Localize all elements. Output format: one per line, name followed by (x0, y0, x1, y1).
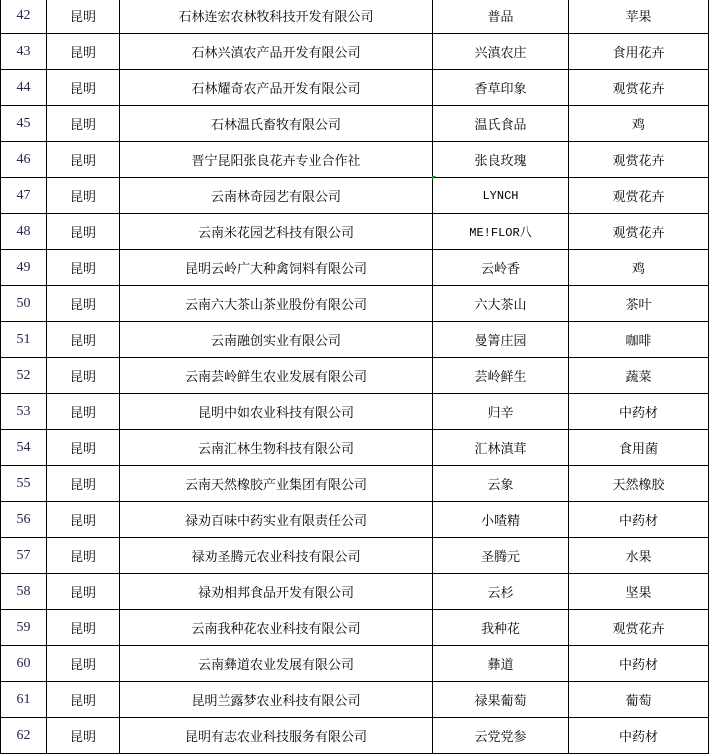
table-row (1, 538, 709, 574)
table-row (1, 142, 709, 178)
company-cell: 石林连宏农林牧科技开发有限公司 (120, 0, 433, 34)
table-row (1, 70, 709, 106)
row-number: 54 (1, 430, 47, 466)
product-cell: 观赏花卉 (569, 178, 709, 214)
brand-cell: 彝道 (433, 646, 569, 682)
city-cell: 昆明 (47, 610, 120, 646)
product-cell: 中药材 (569, 394, 709, 430)
city-cell: 昆明 (47, 466, 120, 502)
product-cell: 中药材 (569, 718, 709, 754)
city-cell: 昆明 (47, 106, 120, 142)
table-row (1, 574, 709, 610)
row-number: 46 (1, 142, 47, 178)
product-cell: 苹果 (569, 0, 709, 34)
company-cell: 云南汇林生物科技有限公司 (120, 430, 433, 466)
company-cell: 昆明有志农业科技服务有限公司 (120, 718, 433, 754)
product-cell: 鸡 (569, 106, 709, 142)
brand-cell: 曼箐庄园 (433, 322, 569, 358)
brand-cell: 归辛 (433, 394, 569, 430)
row-number: 60 (1, 646, 47, 682)
row-number: 50 (1, 286, 47, 322)
table-row (1, 610, 709, 646)
company-cell: 石林温氏畜牧有限公司 (120, 106, 433, 142)
row-number: 57 (1, 538, 47, 574)
cell-comment-marker (432, 176, 436, 180)
product-cell: 咖啡 (569, 322, 709, 358)
city-cell: 昆明 (47, 70, 120, 106)
table-row (1, 718, 709, 754)
table-row (1, 646, 709, 682)
product-cell: 观赏花卉 (569, 142, 709, 178)
row-number: 55 (1, 466, 47, 502)
table-row (1, 286, 709, 322)
city-cell: 昆明 (47, 358, 120, 394)
brand-cell: 云岭香 (433, 250, 569, 286)
city-cell: 昆明 (47, 646, 120, 682)
row-number: 47 (1, 178, 47, 214)
city-cell: 昆明 (47, 502, 120, 538)
city-cell: 昆明 (47, 430, 120, 466)
product-cell: 食用花卉 (569, 34, 709, 70)
city-cell: 昆明 (47, 538, 120, 574)
city-cell: 昆明 (47, 682, 120, 718)
product-cell: 天然橡胶 (569, 466, 709, 502)
brand-cell: 禄果葡萄 (433, 682, 569, 718)
city-cell: 昆明 (47, 322, 120, 358)
table-row (1, 502, 709, 538)
company-cell: 云南林奇园艺有限公司 (120, 178, 433, 214)
table-row (1, 394, 709, 430)
row-number: 49 (1, 250, 47, 286)
row-number: 48 (1, 214, 47, 250)
city-cell: 昆明 (47, 718, 120, 754)
company-cell: 云南天然橡胶产业集团有限公司 (120, 466, 433, 502)
table-row (1, 322, 709, 358)
city-cell: 昆明 (47, 286, 120, 322)
brand-cell: 汇林滇茸 (433, 430, 569, 466)
company-cell: 晋宁昆阳张良花卉专业合作社 (120, 142, 433, 178)
row-number: 59 (1, 610, 47, 646)
brand-cell: 兴滇农庄 (433, 34, 569, 70)
row-number: 56 (1, 502, 47, 538)
table-row (1, 0, 709, 34)
city-cell: 昆明 (47, 142, 120, 178)
city-cell: 昆明 (47, 34, 120, 70)
brand-cell: ME!FLOR八 (433, 214, 569, 250)
city-cell: 昆明 (47, 178, 120, 214)
brand-cell: 芸岭鲜生 (433, 358, 569, 394)
table-row (1, 466, 709, 502)
company-cell: 云南我种花农业科技有限公司 (120, 610, 433, 646)
row-number: 61 (1, 682, 47, 718)
city-cell: 昆明 (47, 394, 120, 430)
brand-cell: 温氏食品 (433, 106, 569, 142)
brand-cell: 云杉 (433, 574, 569, 610)
row-number: 45 (1, 106, 47, 142)
product-cell: 中药材 (569, 502, 709, 538)
product-cell: 食用菌 (569, 430, 709, 466)
city-cell: 昆明 (47, 574, 120, 610)
company-cell: 禄劝百味中药实业有限责任公司 (120, 502, 433, 538)
brand-cell: LYNCH (433, 178, 569, 214)
brand-cell: 香草印象 (433, 70, 569, 106)
brand-cell: 普品 (433, 0, 569, 34)
table-row (1, 34, 709, 70)
company-cell: 云南融创实业有限公司 (120, 322, 433, 358)
product-cell: 观赏花卉 (569, 610, 709, 646)
product-cell: 鸡 (569, 250, 709, 286)
row-number: 42 (1, 0, 47, 34)
row-number: 43 (1, 34, 47, 70)
row-number: 58 (1, 574, 47, 610)
city-cell: 昆明 (47, 250, 120, 286)
company-cell: 禄劝相邦食品开发有限公司 (120, 574, 433, 610)
brand-cell: 张良玫瑰 (433, 142, 569, 178)
table-row (1, 106, 709, 142)
table-row (1, 250, 709, 286)
table-row (1, 682, 709, 718)
company-cell: 昆明兰露梦农业科技有限公司 (120, 682, 433, 718)
company-cell: 昆明云岭广大种禽饲料有限公司 (120, 250, 433, 286)
table-row (1, 358, 709, 394)
company-cell: 云南彝道农业发展有限公司 (120, 646, 433, 682)
table-row (1, 178, 709, 214)
product-cell: 观赏花卉 (569, 214, 709, 250)
product-cell: 葡萄 (569, 682, 709, 718)
company-cell: 石林兴滇农产品开发有限公司 (120, 34, 433, 70)
brand-cell: 圣腾元 (433, 538, 569, 574)
product-cell: 水果 (569, 538, 709, 574)
table-row (1, 430, 709, 466)
row-number: 53 (1, 394, 47, 430)
product-cell: 观赏花卉 (569, 70, 709, 106)
product-cell: 蔬菜 (569, 358, 709, 394)
table-row (1, 214, 709, 250)
brand-cell: 小喳精 (433, 502, 569, 538)
company-cell: 昆明中如农业科技有限公司 (120, 394, 433, 430)
city-cell: 昆明 (47, 214, 120, 250)
row-number: 52 (1, 358, 47, 394)
product-cell: 坚果 (569, 574, 709, 610)
row-number: 62 (1, 718, 47, 754)
company-cell: 禄劝圣腾元农业科技有限公司 (120, 538, 433, 574)
company-cell: 石林耀奇农产品开发有限公司 (120, 70, 433, 106)
company-cell: 云南六大茶山茶业股份有限公司 (120, 286, 433, 322)
brand-cell: 我种花 (433, 610, 569, 646)
brand-cell: 六大茶山 (433, 286, 569, 322)
brand-cell: 云象 (433, 466, 569, 502)
city-cell: 昆明 (47, 0, 120, 34)
product-cell: 中药材 (569, 646, 709, 682)
company-cell: 云南米花园艺科技有限公司 (120, 214, 433, 250)
row-number: 51 (1, 322, 47, 358)
brand-cell: 云党党参 (433, 718, 569, 754)
company-cell: 云南芸岭鲜生农业发展有限公司 (120, 358, 433, 394)
product-cell: 茶叶 (569, 286, 709, 322)
row-number: 44 (1, 70, 47, 106)
